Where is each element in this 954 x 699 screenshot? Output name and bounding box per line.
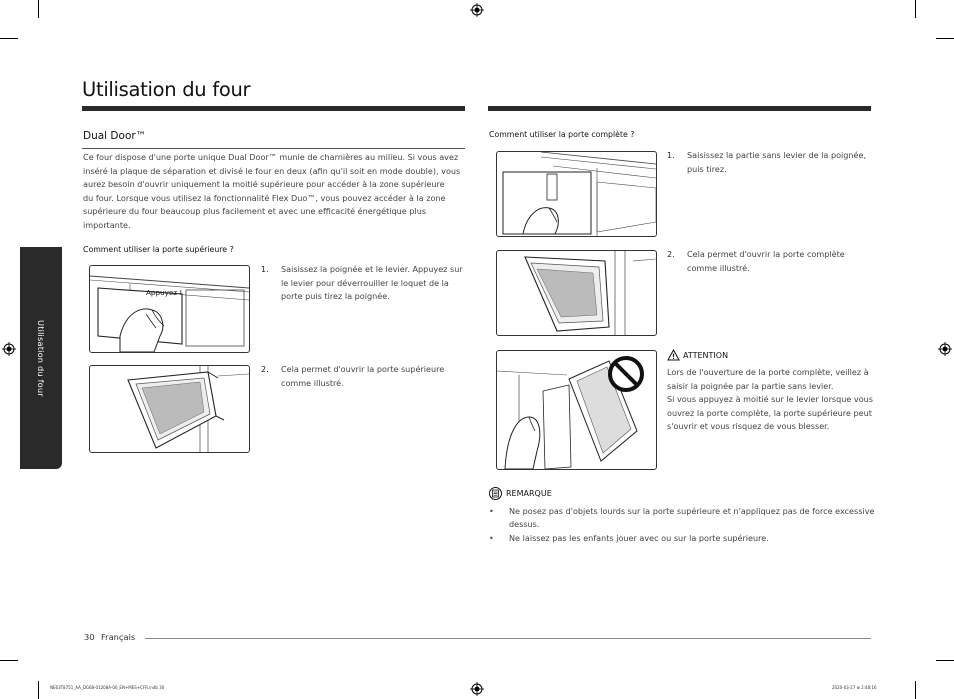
print-slug-right: 2020-03-27 ⊞ 2:48:16 (832, 685, 877, 690)
registration-mark-icon (470, 3, 484, 17)
bullet-line: dessus. (509, 519, 540, 530)
step-line: comme illustré. (281, 377, 344, 388)
side-tab-label: Utilisation du four (36, 319, 46, 397)
step-line: porte puis tirez la poignée. (281, 291, 390, 302)
figure-label-appuyez: Appuyez ! (146, 288, 183, 297)
step-line: puis tirez. (687, 163, 727, 174)
oven-door-open-illustration (90, 366, 249, 452)
crop-mark (915, 0, 916, 18)
attention-line: saisir la poignée par la partie sans levier. (667, 380, 834, 391)
section-heading: Dual Door™ (83, 130, 147, 142)
registration-mark-icon (470, 682, 484, 696)
step-line: le levier pour déverrouiller le loquet de la (281, 277, 449, 288)
attention-line: Si vous appuyez à moitié sur le levier lorsque vous (667, 394, 874, 405)
step-number: 1. (261, 265, 269, 274)
attention-line: s'ouvrir et vous risquez de vous blesser. (667, 421, 830, 432)
step-text (281, 263, 471, 304)
registration-mark-icon (2, 342, 16, 356)
title-rule-left (82, 106, 465, 111)
attention-line: Lors de l'ouverture de la porte complète, veillez à (667, 367, 869, 377)
subheading-full-door: Comment utiliser la porte complète ? (489, 130, 635, 139)
note-icon (489, 487, 502, 500)
intro-line: importante. (83, 219, 131, 230)
intro-line: supérieure du four beaucoup plus facilement et avec une efficacité énergétique plus (83, 206, 427, 217)
figure-full-door-pull (496, 151, 657, 237)
crop-mark (936, 38, 954, 39)
step-line: Saisissez la poignée et le levier. Appuyez sur (281, 264, 463, 274)
figure-full-door-open (496, 250, 657, 336)
step-line: comme illustré. (687, 262, 750, 273)
oven-full-door-open-illustration (497, 251, 656, 335)
crop-mark (915, 681, 916, 699)
footer-language: Français (101, 632, 136, 642)
registration-mark-icon (938, 342, 952, 356)
remarque-bullet: • Ne posez pas d'objets lourds sur la porte supérieure et n'appliquez pas de force excessive dessus. (489, 505, 879, 531)
title-rule-right (488, 106, 871, 111)
warning-triangle-icon (667, 349, 680, 361)
step-line: Cela permet d'ouvrir la porte supérieure (281, 364, 445, 374)
crop-mark (38, 681, 39, 699)
step-line: Saisissez la partie sans levier de la poignée, (687, 150, 867, 160)
attention-line: ouvrez la porte complète, la porte supérieure peut (667, 407, 872, 418)
subheading-upper-door: Comment utiliser la porte supérieure ? (83, 245, 234, 254)
bullet-line: Ne posez pas d'objets lourds sur la porte supérieure et n'appliquez pas de force excessive (509, 506, 875, 516)
crop-mark (0, 660, 18, 661)
step-text (281, 363, 471, 390)
prohibited-icon (607, 355, 645, 393)
oven-door-illustration (90, 266, 249, 352)
step-number: 1. (667, 151, 675, 160)
crop-mark (936, 660, 954, 661)
step-text (687, 248, 887, 275)
page-title: Utilisation du four (82, 78, 251, 101)
intro-line: du four. Lorsque vous utilisez la fonctionnalité Flex Duo™, vous pouvez accéder à la zone (83, 192, 446, 203)
footer-rule (145, 638, 871, 639)
step-line: Cela permet d'ouvrir la porte complète (687, 249, 845, 259)
print-slug-left: NE63T8751_AA_DG68-01208A-00_EN+MES+CFR.indb 30 (50, 685, 165, 690)
page-number: 30 (84, 632, 95, 642)
step-number: 2. (667, 250, 675, 259)
remarque-label: REMARQUE (506, 489, 552, 498)
step-number: 2. (261, 365, 269, 374)
remarque-bullet: • Ne laissez pas les enfants jouer avec ou sur la porte supérieure. (489, 532, 879, 545)
intro-paragraph (83, 151, 468, 233)
intro-line: aurez besoin d'ouvrir uniquement la moitié supérieure pour accéder à la zone supérieure (83, 179, 445, 190)
attention-text (667, 366, 877, 434)
attention-label: ATTENTION (683, 351, 729, 360)
figure-upper-door-press (89, 265, 250, 353)
crop-mark (38, 0, 39, 18)
step-text (687, 149, 887, 176)
figure-upper-door-open (89, 365, 250, 453)
intro-line: inséré la plaque de séparation et divisé le four en deux (afin qu'il soit en mode double), vous (83, 165, 461, 176)
figure-wrong-opening (496, 350, 657, 470)
section-rule (82, 148, 465, 149)
oven-full-door-illustration (497, 152, 656, 236)
intro-line: Ce four dispose d'une porte unique Dual Door™ munie de charnières au milieu. Si vous avez (83, 152, 459, 162)
crop-mark (0, 38, 18, 39)
bullet-line: Ne laissez pas les enfants jouer avec ou sur la porte supérieure. (509, 533, 769, 543)
